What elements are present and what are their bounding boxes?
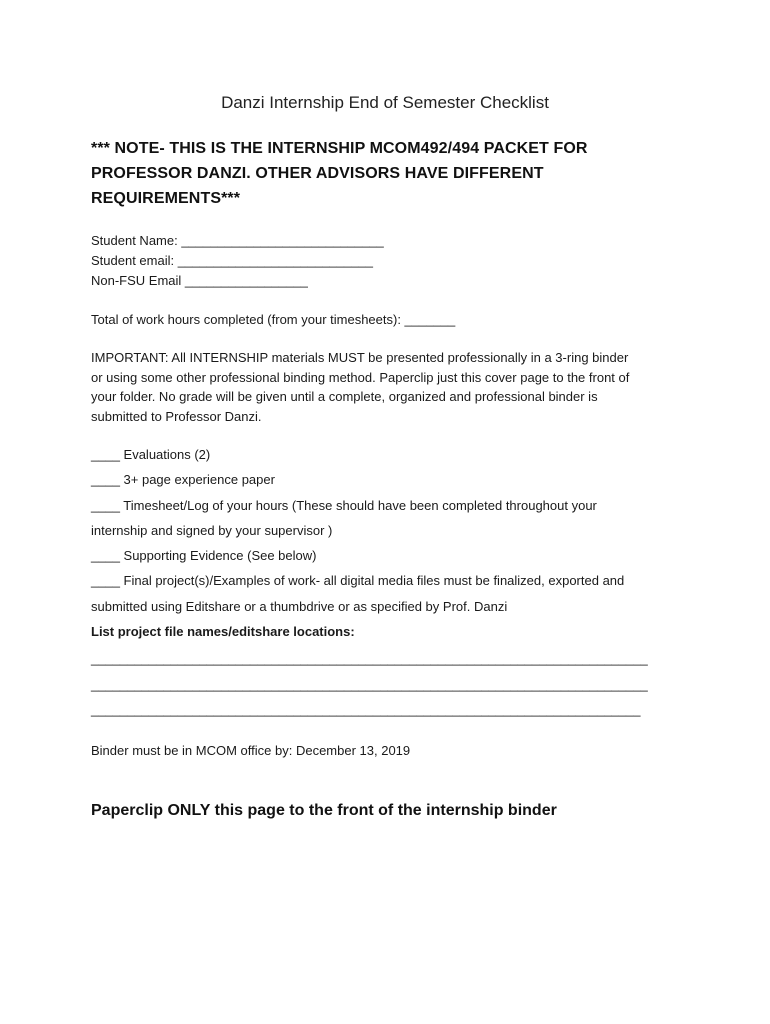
total-hours-field: Total of work hours completed (from your timesheets): _______ — [91, 312, 456, 327]
checklist-timesheet-line-1: ____ Timesheet/Log of your hours (These should have been completed throughout your — [91, 498, 597, 513]
checklist-final-projects-line-1: ____ Final project(s)/Examples of work- all digital media files must be finalized, exported and — [91, 573, 625, 588]
checklist-timesheet-line-2: internship and signed by your supervisor ) — [91, 523, 333, 538]
note-line-3: REQUIREMENTS*** — [91, 190, 241, 207]
non-fsu-email-field: Non-FSU Email _________________ — [91, 273, 308, 288]
project-list-line-1: _____________________________________________________________________________ — [91, 651, 648, 666]
important-line-2: or using some other professional binding method. Paperclip just this cover page to the front of — [91, 370, 630, 385]
student-name-field: Student Name: ____________________________ — [91, 233, 384, 248]
deadline-text: Binder must be in MCOM office by: December 13, 2019 — [91, 743, 411, 758]
important-line-3: your folder. No grade will be given until a complete, organized and professional binder is — [91, 389, 598, 404]
project-list-label: List project file names/editshare locations: — [91, 624, 355, 639]
checklist-supporting-evidence: ____ Supporting Evidence (See below) — [91, 548, 317, 563]
footer-instruction: Paperclip ONLY this page to the front of the internship binder — [91, 802, 557, 819]
important-line-4: submitted to Professor Danzi. — [91, 409, 262, 424]
page-title: Danzi Internship End of Semester Checklist — [221, 93, 549, 112]
checklist-final-projects-line-2: submitted using Editshare or a thumbdrive or as specified by Prof. Danzi — [91, 599, 508, 614]
project-list-line-2: _____________________________________________________________________________ — [91, 677, 648, 692]
important-line-1: IMPORTANT: All INTERNSHIP materials MUST be presented professionally in a 3-ring binder — [91, 350, 629, 365]
project-list-line-3: ____________________________________________________________________________ — [91, 702, 641, 717]
checklist-evaluations: ____ Evaluations (2) — [91, 447, 211, 462]
checklist-experience-paper: ____ 3+ page experience paper — [91, 472, 275, 487]
note-line-2: PROFESSOR DANZI. OTHER ADVISORS HAVE DIFFERENT — [91, 165, 544, 182]
student-email-field: Student email: ___________________________ — [91, 253, 373, 268]
note-line-1: *** NOTE- THIS IS THE INTERNSHIP MCOM492/494 PACKET FOR — [91, 140, 588, 157]
